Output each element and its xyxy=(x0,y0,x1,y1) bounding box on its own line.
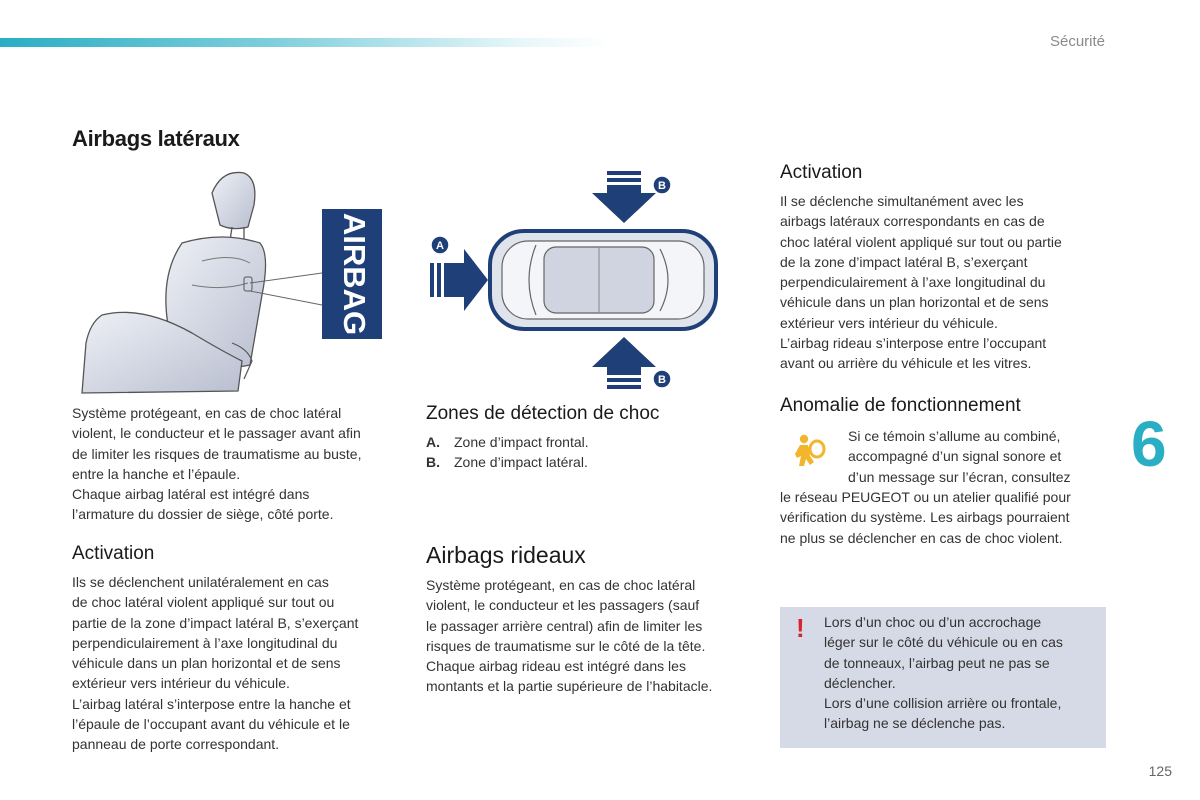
warning-note-text: Lors d’un choc ou d’un accrochage léger sur le côté du véhicule ou en cas de tonneaux, l’airbag peut ne pas se déclencher. Lors d’une collision arrière ou frontale, l’airbag ne se déclenche pas. xyxy=(824,614,1063,732)
curtain-activation-heading: Activation xyxy=(780,162,863,183)
airbag-label: AIRBAG xyxy=(336,212,372,336)
zones-heading: Zones de détection de choc xyxy=(426,403,660,424)
label-a: A xyxy=(436,239,444,252)
label-b-bottom: B xyxy=(658,373,666,386)
anomaly-heading: Anomalie de fonctionnement xyxy=(780,395,1021,416)
curtain-airbags-text: Système protégeant, en cas de choc latéral violent, le conducteur et les passagers (sauf le passager arrière central) afin de limiter les risques de traumatisme sur le côté de la tête. Chaque airbag rideau est intégré dans les montants et la partie supérieure de l’habitacle. xyxy=(426,577,713,695)
car-impact-zones-illustration xyxy=(424,165,724,395)
zones-list xyxy=(426,432,746,473)
side-activation-text: Ils se déclenchent unilatéralement en cas de choc latéral violent appliqué sur tout ou partie de la zone d’impact latéral B, s’exerçant perpendiculairement à l’axe longitudinal du véhicule dans un plan horizontal et de sens extérieur vers intérieur du véhicule. L’airbag latéral s’interpose entre la hanche et l’épaule de l’occupant avant du véhicule et le panneau de porte correspondant. xyxy=(72,574,359,753)
page-number: 125 xyxy=(1148,763,1172,779)
list-item: B. Zone d’impact latéral. xyxy=(426,454,588,471)
header-accent-bar xyxy=(0,38,610,47)
impact-arrow-top xyxy=(592,171,656,223)
side-airbag-intro: Système protégeant, en cas de choc latéral violent, le conducteur et le passager avant afin de limiter les risques de traumatisme au buste, entre la hanche et l’épaule. Chaque airbag latéral est intégré dans l’armature du dossier de siège, côté porte. xyxy=(72,405,362,523)
curtain-activation-text: Il se déclenche simultanément avec les airbags latéraux correspondants en cas de choc latéral violent appliqué sur tout ou partie de la zone d’impact latéral B, s’exerçant perpendiculairement à l’axe longitudinal du véhicule dans un plan horizontal et de sens extérieur vers intérieur du véhicule. L’airbag rideau s’interpose entre l’occupant avant ou arrière du véhicule et les vitres. xyxy=(780,193,1062,372)
exclamation-icon: ! xyxy=(796,613,805,643)
warning-note-box xyxy=(780,607,1106,748)
label-b-top: B xyxy=(658,179,666,192)
page-title: Airbags latéraux xyxy=(72,126,240,151)
impact-arrow-bottom xyxy=(592,337,656,389)
chapter-number: 6 xyxy=(1131,408,1167,480)
airbag-warning-icon xyxy=(790,432,828,470)
anomaly-text-indented: Si ce témoin s’allume au combiné, accompagné d’un signal sonore et d’un message sur l’écran, consultez xyxy=(848,428,1071,485)
anomaly-text: le réseau PEUGEOT ou un atelier qualifié pour vérification du système. Les airbags pourraient ne plus se déclencher en cas de choc violent. xyxy=(780,489,1071,546)
seat-airbag-illustration xyxy=(72,165,388,398)
section-title: Sécurité xyxy=(1049,33,1105,50)
side-activation-heading: Activation xyxy=(72,543,155,564)
list-item: A. Zone d’impact frontal. xyxy=(426,434,589,450)
impact-arrow-left xyxy=(430,249,488,311)
curtain-airbags-heading: Airbags rideaux xyxy=(426,542,586,568)
